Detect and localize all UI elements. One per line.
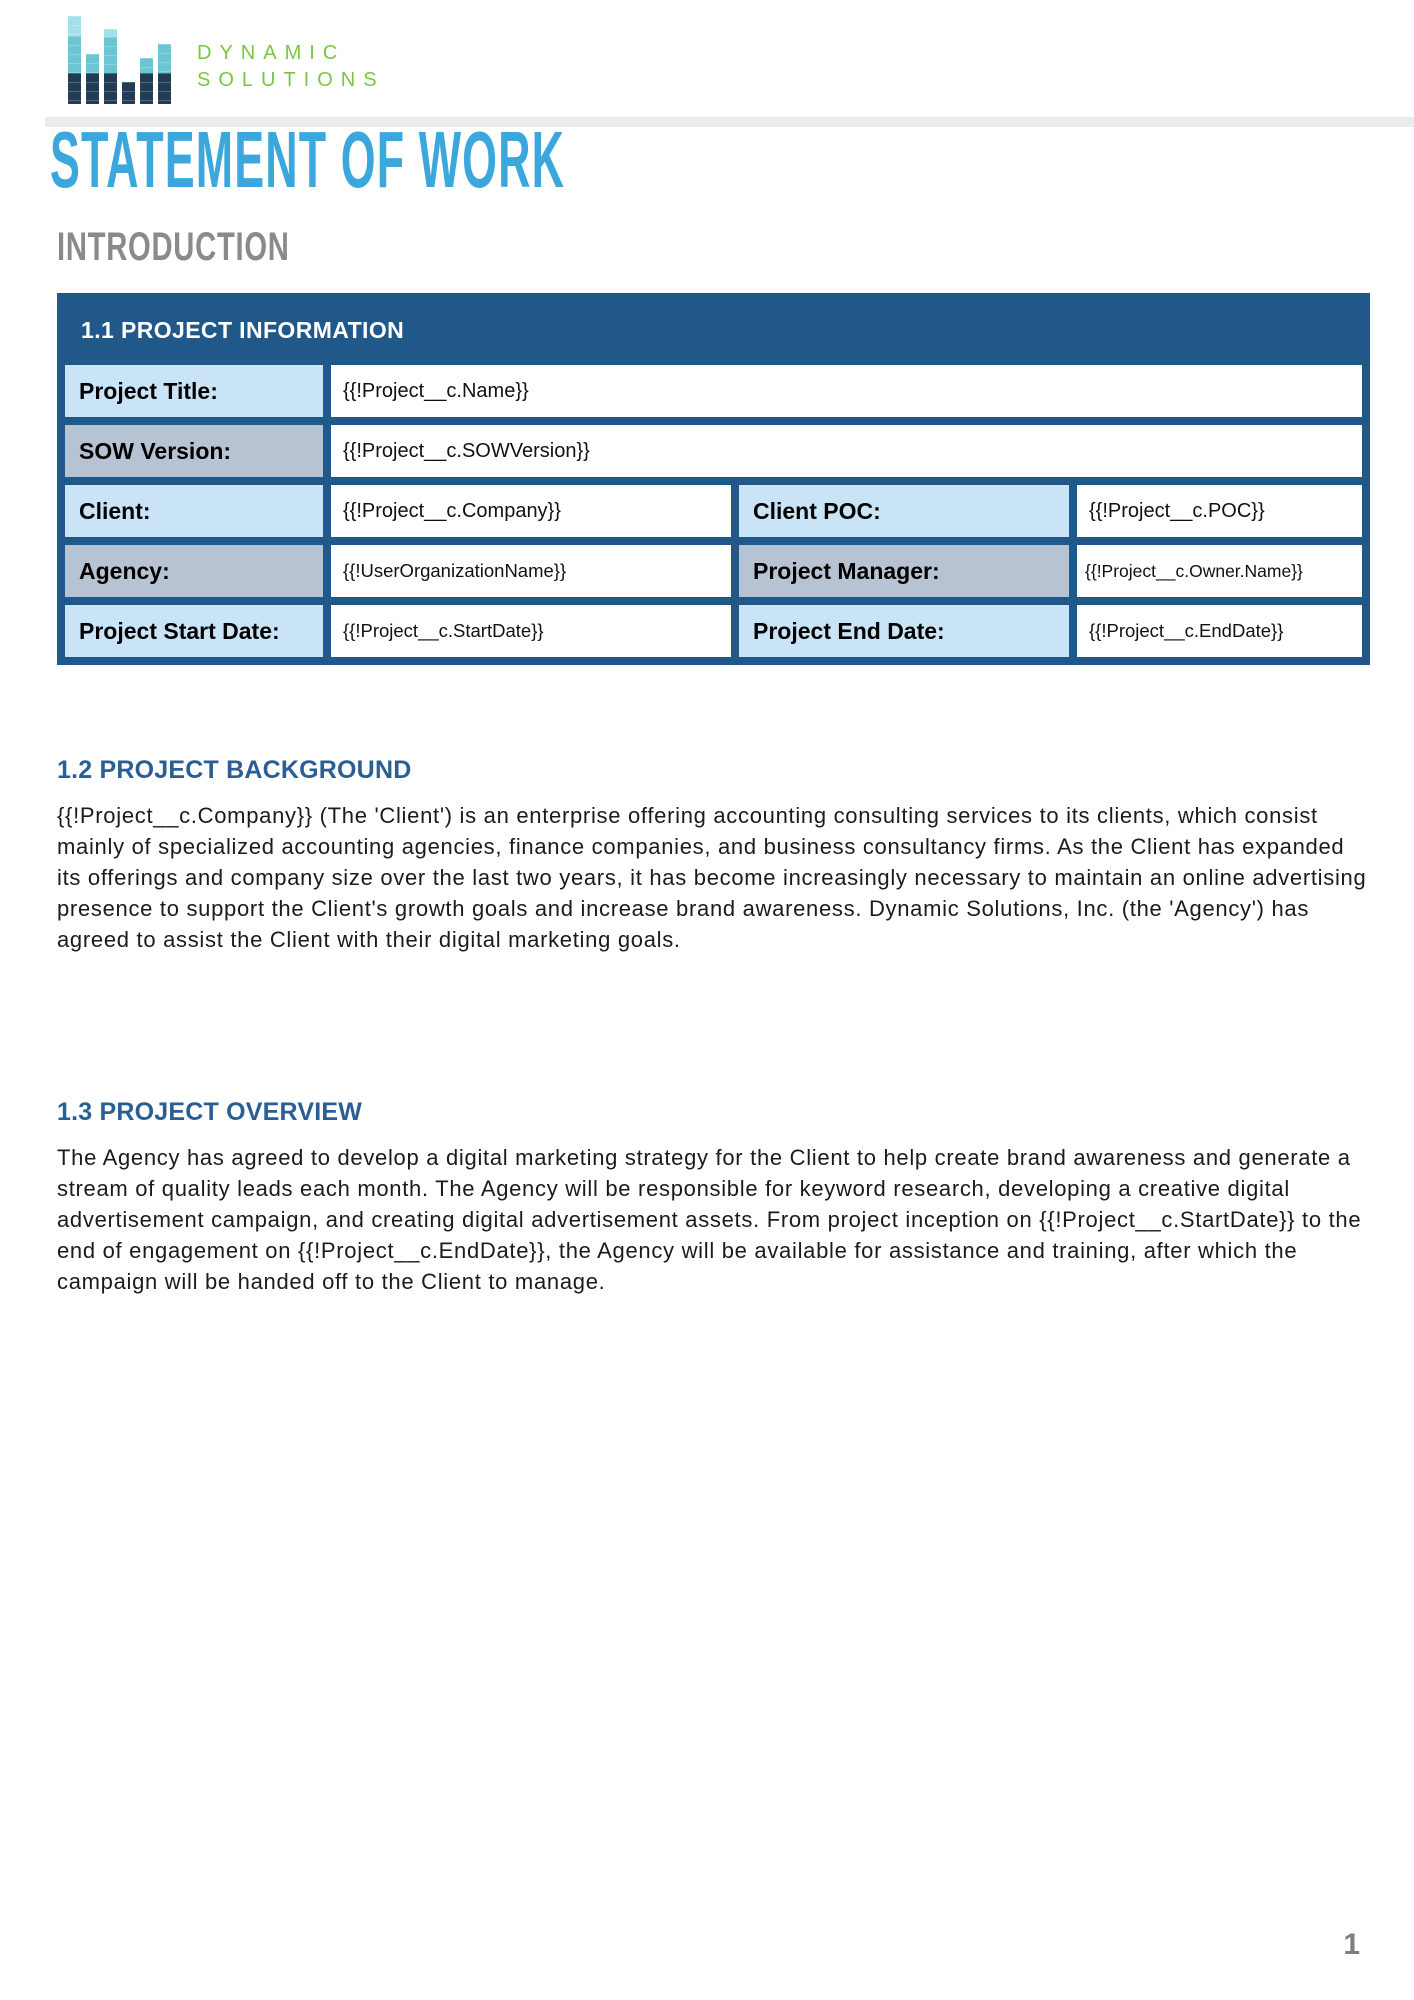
project-start-date-label: Project Start Date: [65,605,323,657]
table-row [65,605,1362,657]
document-title: STATEMENT OF WORK [50,115,566,204]
company-logo [68,16,385,104]
logo-bar [104,29,117,104]
logo-word-line1: DYNAMIC [197,42,346,64]
agency-label: Agency: [65,545,323,597]
client-label: Client: [65,485,323,537]
table-header-row [65,301,1362,357]
sow-version-label: SOW Version: [65,425,323,477]
project-title-label: Project Title: [65,365,323,417]
project-title-value: {{!Project__c.Name}} [331,365,1362,417]
page-number: 1 [1343,1928,1360,1961]
sow-version-value: {{!Project__c.SOWVersion}} [331,425,1362,477]
table-row [65,425,1362,477]
project-end-date-value: {{!Project__c.EndDate}} [1077,605,1362,657]
client-value: {{!Project__c.Company}} [331,485,731,537]
client-poc-value: {{!Project__c.POC}} [1077,485,1362,537]
project-manager-value: {{!Project__c.Owner.Name}} [1077,545,1362,597]
logo-wordmark [197,40,385,94]
document-subtitle: INTRODUCTION [57,225,290,269]
table-row [65,365,1362,417]
logo-word-line2: SOLUTIONS [197,69,385,91]
agency-value: {{!UserOrganizationName}} [331,545,731,597]
project-end-date-label: Project End Date: [739,605,1069,657]
logo-bar [158,44,171,104]
bar-chart-icon [68,16,171,104]
project-information-table [57,293,1370,665]
table-row [65,485,1362,537]
section-heading-project-overview: 1.3 PROJECT OVERVIEW [57,1098,363,1126]
project-overview-paragraph: The Agency has agreed to develop a digital marketing strategy for the Client to help create brand awareness and generate a stream of quality leads each month. The Agency will be responsible for keyword research, developing a creative digital advertisement campaign, and creating digital advertisement assets. From project inception on {{!Project__c.StartDate}} to the end of engagement on {{!Project__c.EndDate}}, the Agency will be available for assistance and training, after which the campaign will be handed off to the Client to manage. [57,1145,1362,1294]
project-manager-label: Project Manager: [739,545,1069,597]
table-row [65,545,1362,597]
client-poc-label: Client POC: [739,485,1069,537]
logo-bar [68,16,81,104]
logo-bar [122,82,135,104]
logo-bar [86,54,99,104]
section-heading-project-background: 1.2 PROJECT BACKGROUND [57,756,412,784]
project-background-paragraph: {{!Project__c.Company}} (The 'Client') is an enterprise offering accounting consulting services to its clients, which consist mainly of specialized accounting agencies, finance companies, and business consultancy firms. As the Client has expanded its offerings and company size over the last two years, it has become increasingly necessary to maintain an online advertising presence to support the Client's growth goals and increase brand awareness. Dynamic Solutions, Inc. (the 'Agency') has agreed to assist the Client with their digital marketing goals. [57,803,1367,952]
logo-bar [140,58,153,104]
project-start-date-value: {{!Project__c.StartDate}} [331,605,731,657]
table-section-title: 1.1 PROJECT INFORMATION [81,316,405,343]
